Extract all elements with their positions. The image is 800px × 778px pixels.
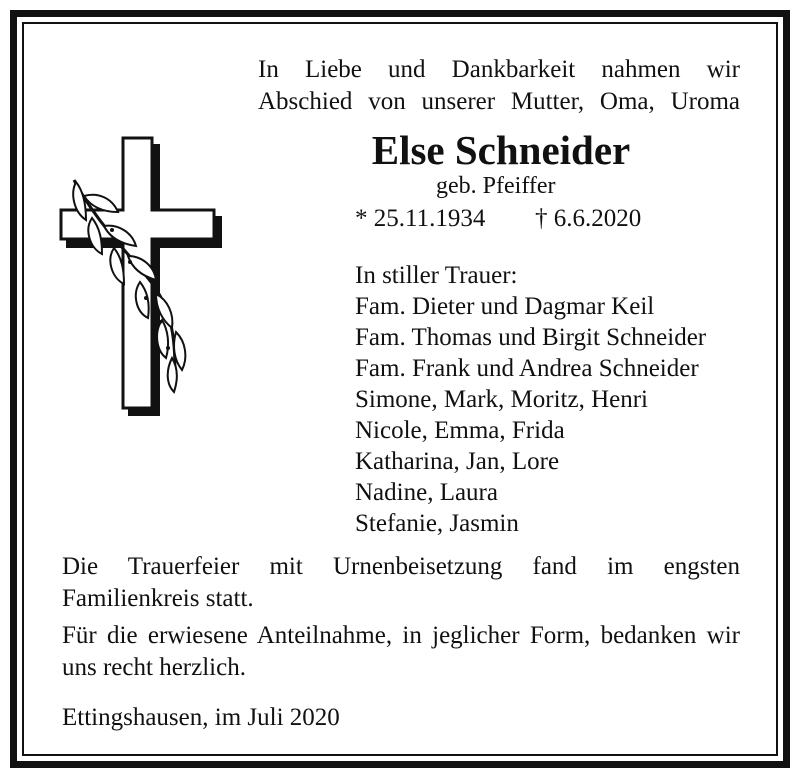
deceased-name: Else Schneider bbox=[371, 127, 631, 173]
cross-with-palm-branch-icon bbox=[56, 132, 232, 426]
maiden-name: geb. Pfeiffer bbox=[436, 173, 556, 199]
mourner-line: Katharina, Jan, Lore bbox=[355, 448, 560, 475]
birth-date: * 25.11.1934 bbox=[355, 205, 486, 232]
intro-line: In Liebe und Dankbarkeit nahmen wir bbox=[258, 56, 740, 83]
mourners-heading: In stiller Trauer: bbox=[355, 262, 518, 289]
mourner-line: Fam. Dieter und Dagmar Keil bbox=[355, 293, 655, 320]
mourner-line: Nadine, Laura bbox=[355, 479, 498, 506]
intro-text bbox=[258, 54, 740, 118]
thanks-paragraph: Für die erwiesene Anteilnahme, in jeglicher Form, bedanken wir uns recht herzlich. bbox=[62, 622, 740, 681]
mourner-line: Fam. Frank und Andrea Schneider bbox=[355, 355, 699, 382]
mourner-line: Nicole, Emma, Frida bbox=[355, 417, 565, 444]
funeral-paragraph: Die Trauerfeier mit Urnenbeisetzung fand im engsten Familienkreis statt. bbox=[62, 553, 740, 612]
intro-line: Abschied von unserer Mutter, Oma, Uroma bbox=[258, 88, 740, 115]
place-and-date: Ettingshausen, im Juli 2020 bbox=[62, 704, 340, 731]
mourner-line: Fam. Thomas und Birgit Schneider bbox=[355, 324, 707, 351]
mourner-line: Simone, Mark, Moritz, Henri bbox=[355, 386, 649, 413]
death-date: † 6.6.2020 bbox=[535, 205, 642, 232]
mourner-line: Stefanie, Jasmin bbox=[355, 510, 519, 537]
mourners-list bbox=[355, 260, 706, 539]
